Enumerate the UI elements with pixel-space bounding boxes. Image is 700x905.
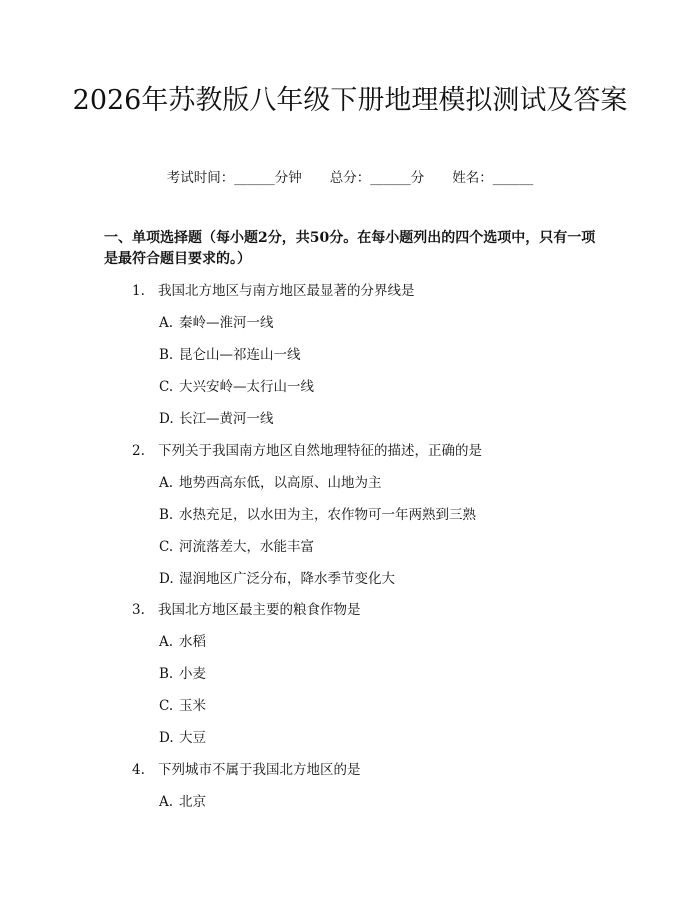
- option-1d: [159, 409, 274, 429]
- option-key: A.: [159, 315, 174, 331]
- option-3c: [159, 696, 206, 716]
- option-3b: [159, 664, 206, 684]
- option-2c: [159, 537, 314, 557]
- question-number: 3.: [132, 602, 145, 618]
- question-4: [132, 760, 361, 780]
- option-text: 小麦: [179, 666, 206, 682]
- option-key: B.: [159, 666, 174, 682]
- option-key: C.: [159, 539, 174, 555]
- option-text: 地势西高东低，以高原、山地为主: [179, 475, 382, 491]
- question-3: [132, 600, 361, 620]
- question-text: 下列城市不属于我国北方地区的是: [158, 762, 361, 778]
- option-text: 水稻: [179, 634, 206, 650]
- option-text: 大豆: [179, 730, 206, 746]
- option-text: 昆仑山—祁连山一线: [179, 347, 301, 363]
- option-2a: [159, 473, 382, 493]
- option-2b: [159, 505, 476, 525]
- option-3a: [159, 632, 206, 652]
- option-2d: [159, 569, 395, 589]
- option-key: A.: [159, 475, 174, 491]
- option-text: 长江—黄河一线: [179, 411, 274, 427]
- option-text: 河流落差大，水能丰富: [179, 539, 314, 555]
- option-text: 秦岭—淮河一线: [179, 315, 274, 331]
- question-number: 1.: [132, 283, 145, 299]
- question-number: 2.: [132, 443, 145, 459]
- option-1c: [159, 377, 314, 397]
- option-key: D.: [159, 571, 174, 587]
- document-title: 2026年苏教版八年级下册地理模拟测试及答案: [72, 85, 628, 116]
- question-1: [132, 281, 415, 301]
- option-key: B.: [159, 347, 174, 363]
- option-text: 北京: [179, 794, 206, 810]
- question-2: [132, 441, 482, 461]
- option-text: 玉米: [179, 698, 206, 714]
- exam-info-line: [0, 168, 700, 188]
- question-text: 我国北方地区最主要的粮食作物是: [158, 602, 361, 618]
- option-text: 大兴安岭—太行山一线: [179, 379, 314, 395]
- option-key: C.: [159, 698, 174, 714]
- question-text: 下列关于我国南方地区自然地理特征的描述，正确的是: [158, 443, 482, 459]
- exam-time-field: 考试时间：______分钟: [166, 170, 302, 186]
- question-number: 4.: [132, 762, 145, 778]
- option-key: D.: [159, 411, 174, 427]
- student-name-field: 姓名：______: [452, 170, 534, 186]
- option-3d: [159, 728, 206, 748]
- question-text: 我国北方地区与南方地区最显著的分界线是: [158, 283, 415, 299]
- option-key: A.: [159, 794, 174, 810]
- option-1b: [159, 345, 301, 365]
- section-heading: 一、单项选择题（每小题2分，共50分。在每小题列出的四个选项中，只有一项是最符合题目要求的。）: [104, 230, 596, 267]
- option-4a: [159, 792, 206, 812]
- option-text: 水热充足，以水田为主，农作物可一年两熟到三熟: [179, 507, 476, 523]
- total-score-field: 总分：______分: [329, 170, 425, 186]
- option-key: C.: [159, 379, 174, 395]
- option-key: B.: [159, 507, 174, 523]
- option-text: 湿润地区广泛分布，降水季节变化大: [179, 571, 395, 587]
- option-1a: [159, 313, 274, 333]
- option-key: A.: [159, 634, 174, 650]
- option-key: D.: [159, 730, 174, 746]
